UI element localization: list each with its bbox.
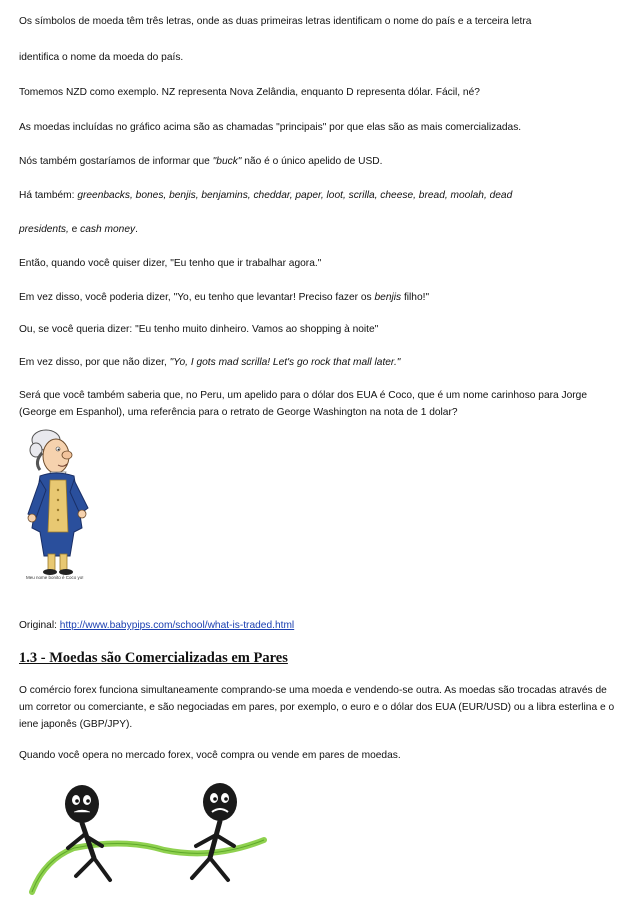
illustration-caption: Meu nome bonito é Coco yo!	[26, 575, 84, 580]
source-line	[19, 618, 619, 634]
currency-pair-tug-of-war-illustration	[24, 780, 274, 898]
paragraph: Será que você também saberia que, no Peru, um apelido para o dólar dos EUA é Coco, que é um nome carinhoso para Jorge (George em Espanhol), uma referência para o retrato de George Washington na nota de 1 dolar?	[19, 390, 588, 418]
paragraph-line: As moedas incluídas no gráfico acima são as chamadas "principais" por que elas são as mais comercializadas.	[19, 122, 522, 133]
paragraph-line	[19, 290, 619, 306]
italic-text: cash money	[80, 224, 136, 235]
text-span: Em vez disso, você poderia dizer, "Yo, eu tenho que levantar! Preciso fazer os	[19, 292, 375, 303]
section-heading: 1.3 - Moedas são Comercializadas em Pares	[19, 650, 288, 666]
paragraph-line: Então, quando você quiser dizer, "Eu tenho que ir trabalhar agora."	[19, 258, 322, 269]
text-span: .	[135, 224, 138, 235]
paragraph-line: Quando você opera no mercado forex, você compra ou vende em pares de moedas.	[19, 750, 401, 761]
text-span: filho!"	[401, 292, 430, 303]
paragraph-line: Tomemos NZD como exemplo. NZ representa Nova Zelândia, enquanto D representa dólar. Fácil, né?	[19, 87, 480, 98]
paragraph-line	[19, 355, 619, 371]
text-span: e	[68, 224, 81, 235]
paragraph-line: identifica o nome da moeda do país.	[19, 52, 184, 63]
text-span: Há também:	[19, 190, 78, 201]
source-label: Original:	[19, 620, 57, 631]
george-washington-illustration	[22, 428, 104, 576]
paragraph-line	[19, 154, 619, 170]
text-span: Em vez disso, por que não dizer,	[19, 357, 170, 368]
paragraph-line	[19, 188, 619, 204]
italic-text: "Yo, I gots mad scrilla! Let's go rock that mall later."	[169, 357, 401, 368]
paragraph-line: Ou, se você queria dizer: "Eu tenho muito dinheiro. Vamos ao shopping à noite"	[19, 324, 379, 335]
italic-text: presidents,	[19, 224, 69, 235]
text-span: Nós também gostaríamos de informar que	[19, 156, 213, 167]
source-link[interactable]: http://www.babypips.com/school/what-is-traded.html	[59, 620, 295, 631]
paragraph: O comércio forex funciona simultaneamente comprando-se uma moeda e vendendo-se outra. As moedas são trocadas através de um corretor ou comerciante, e são negociadas em pares, por exemplo, o euro e o dólar dos EUA (EUR/USD) ou a libra esterlina e o iene japonês (GBP/JPY).	[19, 685, 615, 730]
italic-text: benjis	[374, 292, 402, 303]
italic-text: "buck"	[212, 156, 242, 167]
paragraph-line	[19, 222, 619, 238]
italic-text: greenbacks, bones, benjis, benjamins, cheddar, paper, loot, scrilla, cheese, bread, moolah, dead	[77, 190, 513, 201]
text-span: não é o único apelido de USD.	[241, 156, 383, 167]
paragraph-line: Os símbolos de moeda têm três letras, onde as duas primeiras letras identificam o nome do país e a terceira letra	[19, 16, 532, 27]
